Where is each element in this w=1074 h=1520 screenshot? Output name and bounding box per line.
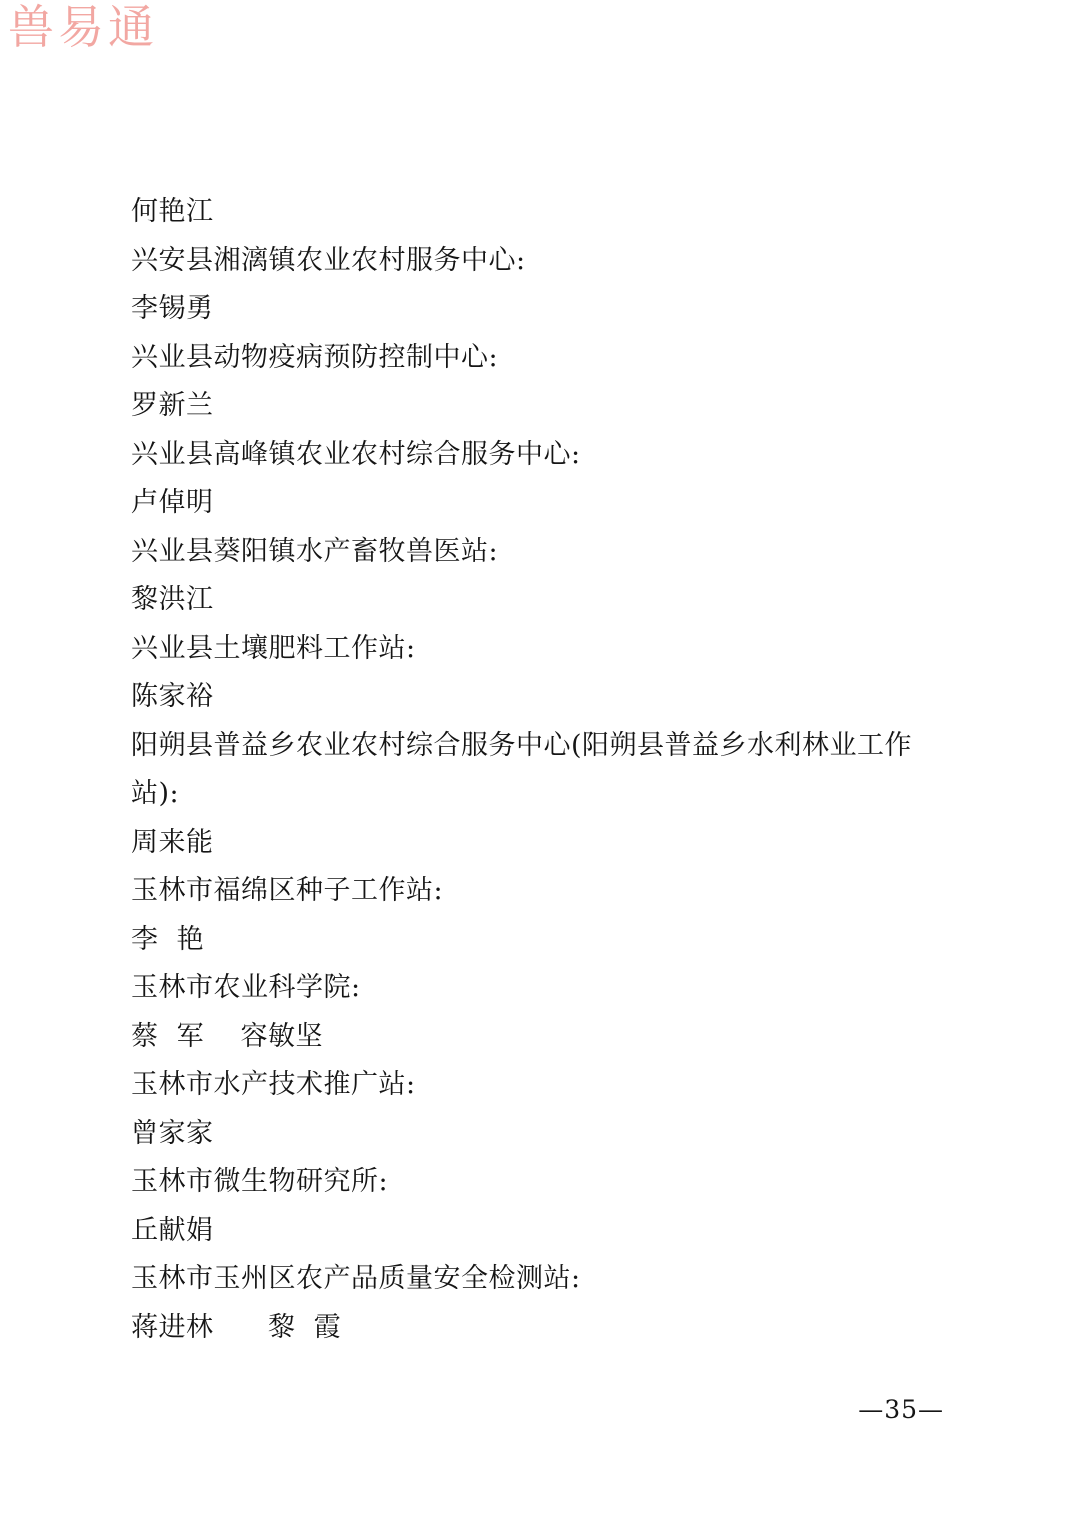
person-name-line: 丘献娟 — [131, 1214, 214, 1246]
organization-line: 玉林市农业科学院: — [131, 972, 361, 1003]
organization-line: 兴业县高峰镇农业农村综合服务中心: — [131, 438, 581, 470]
person-name-line: 李锡勇 — [131, 293, 214, 324]
person-name-line: 罗新兰 — [131, 390, 214, 421]
organization-line: 玉林市微生物研究所: — [131, 1166, 389, 1197]
page-number: —35— — [858, 1395, 944, 1424]
person-name-line: 黎洪江 — [131, 584, 214, 615]
organization-line: 玉林市水产技术推广站: — [131, 1069, 416, 1100]
person-name-line: 陈家裕 — [131, 681, 214, 712]
organization-line: 兴业县土壤肥料工作站: — [131, 632, 416, 664]
watermark-logo: 兽易通 — [8, 0, 158, 54]
organization-line: 阳朔县普益乡农业农村综合服务中心(阳朔县普益乡水利林业工作站): — [131, 729, 913, 809]
person-name-line: 周来能 — [131, 826, 214, 858]
organization-line: 兴业县葵阳镇水产畜牧兽医站: — [131, 535, 499, 567]
person-name-line: 李 艳 — [131, 923, 205, 955]
organization-line: 兴业县动物疫病预防控制中心: — [131, 341, 499, 373]
organization-line: 玉林市玉州区农产品质量安全检测站: — [131, 1263, 581, 1294]
person-name-line: 蒋进林 黎 霞 — [131, 1311, 342, 1343]
organization-line: 玉林市福绵区种子工作站: — [131, 875, 444, 906]
person-name-line: 卢倬明 — [131, 487, 214, 518]
person-name-line: 蔡 军 容敏坚 — [131, 1020, 323, 1052]
person-name-line: 何艳江 — [131, 196, 214, 227]
person-name-line: 曾家家 — [131, 1117, 214, 1149]
document-text-body — [131, 188, 941, 1352]
organization-line: 兴安县湘漓镇农业农村服务中心: — [131, 244, 526, 276]
